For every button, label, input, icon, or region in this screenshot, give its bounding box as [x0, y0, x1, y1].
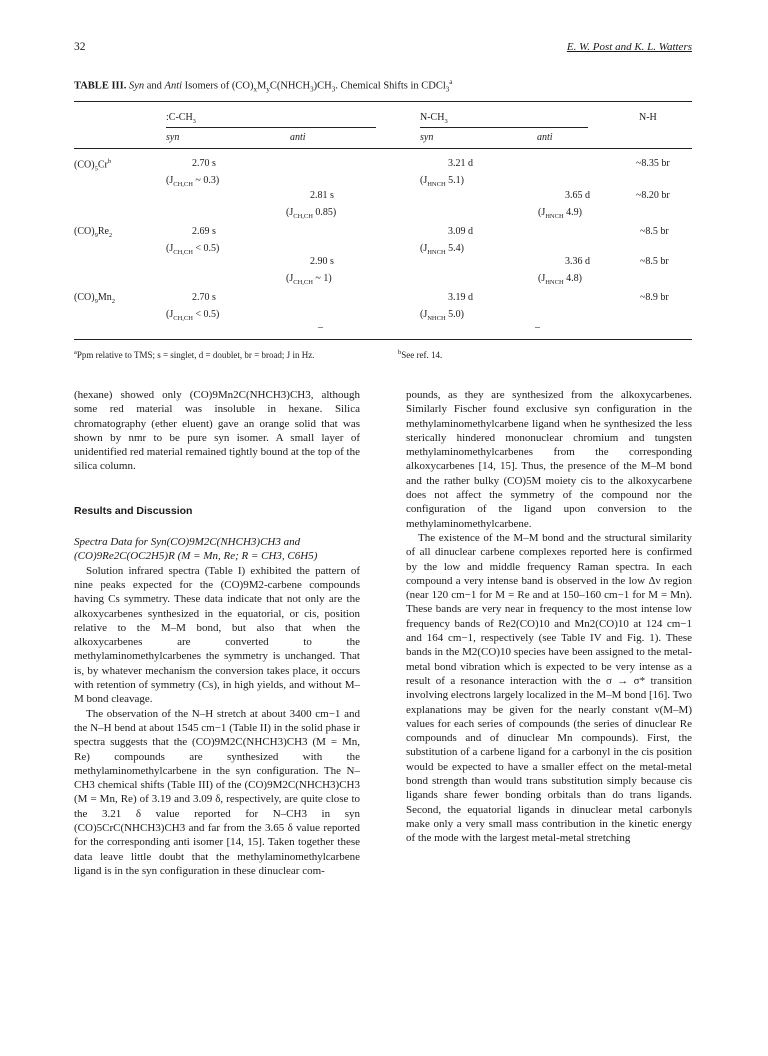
- table-cell-c-anti: 2.90 s: [310, 256, 334, 267]
- c-ch3-group-rule: [166, 127, 376, 128]
- caption-c: C(NHCH: [269, 80, 311, 92]
- page-number: 32: [74, 41, 86, 53]
- paragraph: The observation of the N–H stretch at about 3400 cm−1 and the N–H bend at about 1545 cm−1 (Table II) in the solid phase ir spectra suggests that the (CO)9M2C(NHCH3)CH3 (M = Mn, Re) compounds are synthesized with the methylaminomethylcarbene in the syn configuration. The N–CH3 chemical shifts (Table III) of the (CO)9M2C(NHCH3)CH3 (M = Mn, Re) of 3.19 and 3.09 δ, respectively, are quite close to the 3.21 δ value reported for N–CH3 in syn (CO)5CrC(NHCH3)CH3 and far from the 3.65 δ value reported for the corresponding anti isomer [14, 15]. Taken together these data leave little doubt that the methylaminomethylcarbene ligand is in the syn configuration in these dinuclear com-: [74, 707, 360, 877]
- col-group-n-ch3: $N-CH_3$: [420, 112, 448, 125]
- table-bottom-rule: [74, 339, 692, 340]
- col-group-n-h: N-H: [639, 112, 657, 123]
- table-cell-nh-anti: ~8.20 br: [636, 190, 670, 201]
- caption-anti: Anti: [164, 80, 183, 92]
- col-group-c-ch3: $:C-CH_3$: [166, 112, 196, 125]
- caption-syn: Syn: [128, 80, 145, 92]
- caption-x: x: [253, 85, 257, 94]
- running-head: E. W. Post and K. L. Watters: [566, 41, 692, 53]
- paragraph: The existence of the M–M bond and the structural similarity of all dinuclear carbene complexes reported here is confirmed by the low and middle frequency Raman spectra. In each compound a very intense band is observed in the low Δν region (near 120 cm−1 for M = Re and at 150–160 cm−1 for M = Mn). These bands are very near in frequency to the most intense low frequency bands of Re2(CO)10 and Mn2(CO)10 at 124 cm−1 and 164 cm−1, respectively (see Table IV and Fig. 1). These bands in the M2(CO)10 species have been assigned to the metal-metal bond vibration which is expected to be very intense as a result of a resonance interaction with the σ → σ* transition involving electrons largely localized in the M–M bond [16]. Two explanations may be given for the nearly constant ν(M–M) values for each series of compounds (the series of dinuclear Re compounds and of dinuclear Mn compounds). First, the substitution of a carbene ligand for a carbonyl in the cis position would be expected to have a smaller effect on the metal-metal bond strength than would trans substitution simply because cis ligands share fewer bonding orbitals than do trans ligands. Second, the equatorial ligands in dinuclear metal carbonyls make only a very small mass contribution in the kinetic energy of the mode with the largest metal-metal stretching: [406, 531, 692, 845]
- table-cell-n-syn: 3.09 d: [448, 226, 473, 237]
- table-cell-n-syn: 3.21 d: [448, 158, 473, 169]
- caption-ch: )CH: [313, 80, 332, 92]
- table-cell-n-anti: 3.65 d: [565, 190, 590, 201]
- caption-footmark: a: [449, 78, 453, 86]
- table-header-rule: [74, 148, 692, 149]
- subheader-anti-c: anti: [290, 132, 306, 143]
- paragraph: Solution infrared spectra (Table I) exhibited the pattern of nine peaks expected for the (CO)9M2-carbene compounds having Cs symmetry. These data indicate that not only are the alkoxycarbenes synthesized in the equatorial, or cis, position relative to the M–M bond, but also that when the alkoxycarbenes are converted to the methylaminomethylcarbenes the symmetry is unchanged. That is, by whatever mechanism the conversion takes place, it occurs with retention of symmetry (Cs), in high yields, and without M–M bond cleavage.: [74, 564, 360, 706]
- table-row-compound: $(CO)_9Re_2$: [74, 226, 113, 239]
- subsection-heading-line-1: Spectra Data for Syn(CO)9M2C(NHCH3)CH3 and: [74, 536, 301, 549]
- table-caption: [74, 78, 452, 94]
- caption-y: y: [266, 85, 270, 94]
- subheader-syn-n: syn: [420, 132, 434, 143]
- caption-and: and: [146, 80, 162, 92]
- left-text-column: [74, 388, 360, 878]
- table-cell-n-anti-coupling: ($J_{HNCH}$ 4.9): [538, 207, 582, 220]
- caption-isomers: Isomers of (CO): [184, 80, 254, 92]
- table-cell-nh-syn: ~8.5 br: [640, 226, 669, 237]
- table-cell-c-syn-coupling: ($J_{CH,CH}$ ~ 0.3): [166, 175, 220, 188]
- table-cell-c-syn-coupling: $(J_{CH,CH} < 0.5)$: [166, 243, 220, 256]
- n-ch3-group-rule: [420, 127, 588, 128]
- caption-3c: 3: [445, 85, 450, 94]
- caption-3a: 3: [310, 85, 314, 94]
- table-footnote-a: $^a$Ppm relative to TMS; s = singlet, d = doublet, br = broad; J in Hz.: [74, 349, 315, 360]
- table-row-compound: $(CO)_5Cr^b$: [74, 158, 112, 173]
- table-cell-n-syn: 3.19 d: [448, 292, 473, 303]
- table-cell-n-syn-coupling: ($J_{HNCH}$ 5.1): [420, 175, 464, 188]
- table-cell-n-syn-coupling: ($J_{HNCH}$ 5.4): [420, 243, 464, 256]
- table-row-compound: $(CO)_9Mn_2$: [74, 292, 115, 305]
- table-cell-c-syn: 2.70 s: [192, 158, 216, 169]
- table-cell-c-anti: 2.81 s: [310, 190, 334, 201]
- caption-m: M: [257, 80, 267, 92]
- table-cell-c-syn: 2.70 s: [192, 292, 216, 303]
- table-cell-nh-anti: ~8.5 br: [640, 256, 669, 267]
- paragraph: pounds, as they are synthesized from the alkoxycarbenes. Similarly Fischer found exclusive syn configuration in the methylaminomethylcarbene ligand when he synthesized the less sterically hindered mononuclear chromium and tungsten methylaminomethylcarbenes from the corresponding alkoxycarbenes [14, 15]. Thus, the presence of the M–M bond and the rather bulky (CO)5M moiety cis to the alkoxycarbene does not affect the symmetry of the compound nor the configuration of the ligand upon conversion to the methylaminomethylcarbene.: [406, 389, 692, 530]
- table-cell-n-anti-empty: –: [535, 322, 540, 333]
- table-footnote-b: $^b$See ref. 14.: [398, 349, 443, 360]
- table-caption-label: TABLE III.: [74, 80, 127, 92]
- subsection-heading-line-2: (CO)9Re2C(OC2H5)R (M = Mn, Re; R = CH3, C6H5): [74, 550, 318, 563]
- table-cell-c-anti-empty: –: [318, 322, 323, 333]
- table-cell-n-syn-coupling: ($J_{NHCH}$ 5.0): [420, 309, 464, 322]
- table-cell-nh-syn: ~8.35 br: [636, 158, 670, 169]
- table-cell-n-anti-coupling: ($J_{HNCH}$ 4.8): [538, 273, 582, 286]
- section-heading: Results and Discussion: [74, 504, 193, 517]
- right-text-column: [406, 388, 692, 846]
- table-top-rule: [74, 101, 692, 102]
- table-cell-c-anti-coupling: ($J_{CH,CH}$ 0.85): [286, 207, 337, 220]
- table-cell-c-syn-coupling: $(J_{CH,CH} < 0.5)$: [166, 309, 220, 322]
- subheader-anti-n: anti: [537, 132, 553, 143]
- paragraph: (hexane) showed only (CO)9Mn2C(NHCH3)CH3, although some red material was insoluble in hexane. Silica chromatography (ether eluent) gave an orange solid that was shown by nmr to be pure syn isomer. A small layer of unidentified red material remained tightly bound at the top of the silica column.: [74, 389, 360, 473]
- table-cell-n-anti: 3.36 d: [565, 256, 590, 267]
- table-cell-c-anti-coupling: ($J_{CH,CH}$ ~ 1): [286, 273, 332, 286]
- table-cell-nh-syn: ~8.9 br: [640, 292, 669, 303]
- table-cell-c-syn: 2.69 s: [192, 226, 216, 237]
- caption-3b: 3: [331, 85, 336, 94]
- subheader-syn-c: syn: [166, 132, 180, 143]
- caption-shift: . Chemical Shifts in CDCl: [335, 80, 446, 92]
